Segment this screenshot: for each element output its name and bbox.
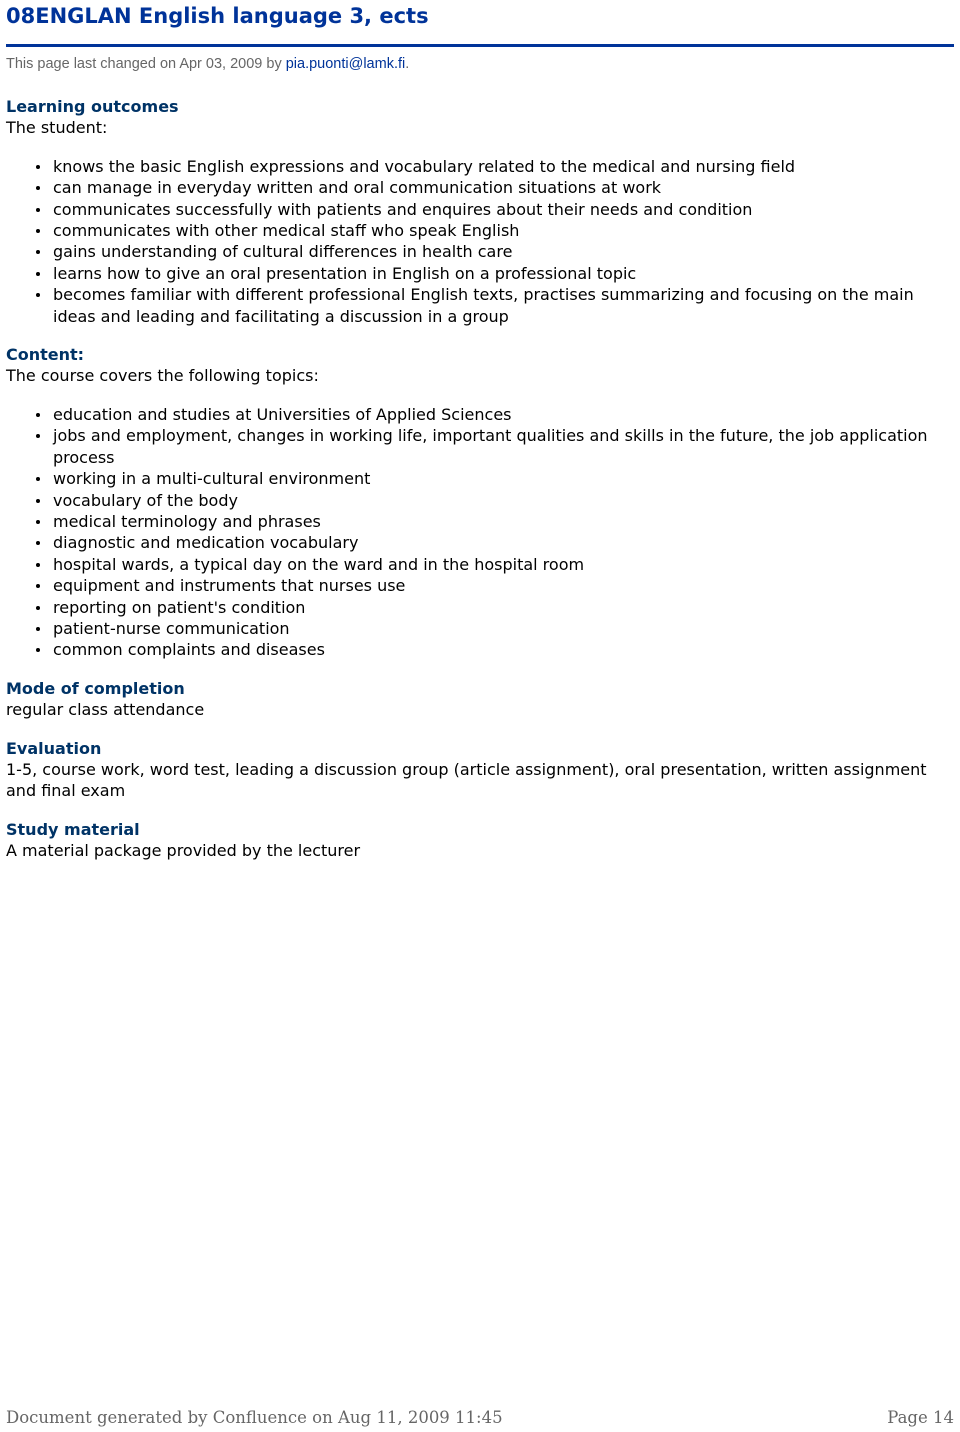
content-heading: Content: xyxy=(6,345,85,365)
page-title: 08ENGLAN English language 3, ects xyxy=(6,4,429,28)
list-item: can manage in everyday written and oral communication situations at work xyxy=(53,177,936,198)
page-meta xyxy=(6,54,409,74)
list-item: education and studies at Universities of Applied Sciences xyxy=(53,404,936,425)
list-item: knows the basic English expressions and vocabulary related to the medical and nursing field xyxy=(53,156,936,177)
list-item: working in a multi-cultural environment xyxy=(53,468,936,489)
last-changed-text: This page last changed on Apr 03, 2009 by xyxy=(6,56,286,72)
evaluation-text: 1-5, course work, word test, leading a discussion group (article assignment), oral presentation, written assignment and final exam xyxy=(6,759,927,801)
mode-of-completion-section xyxy=(6,678,936,721)
list-item: diagnostic and medication vocabulary xyxy=(53,532,936,553)
study-material-section xyxy=(6,819,936,862)
mode-of-completion-heading: Mode of completion xyxy=(6,678,185,698)
author-link[interactable]: pia.puonti@lamk.fi xyxy=(285,56,406,72)
list-item: equipment and instruments that nurses use xyxy=(53,575,936,596)
list-item: common complaints and diseases xyxy=(53,639,936,660)
mode-of-completion-text: regular class attendance xyxy=(6,700,205,720)
list-item: vocabulary of the body xyxy=(53,490,936,511)
list-item: reporting on patient's condition xyxy=(53,597,936,618)
study-material-text: A material package provided by the lecturer xyxy=(6,841,361,861)
section-spacer xyxy=(6,721,936,738)
content-topics-list xyxy=(6,404,936,661)
list-item: communicates successfully with patients and enquires about their needs and condition xyxy=(53,199,936,220)
learning-outcomes-list xyxy=(6,156,936,327)
section-spacer xyxy=(6,802,936,819)
content-section xyxy=(6,344,936,661)
footer-generated: Document generated by Confluence on Aug 11, 2009 11:45 xyxy=(6,1408,503,1427)
content-intro: The course covers the following topics: xyxy=(6,366,319,386)
list-item: hospital wards, a typical day on the ward and in the hospital room xyxy=(53,554,936,575)
last-changed-suffix: . xyxy=(405,56,410,72)
list-item: learns how to give an oral presentation in English on a professional topic xyxy=(53,263,936,284)
learning-outcomes-section xyxy=(6,96,936,327)
list-item: jobs and employment, changes in working life, important qualities and skills in the future, the job application process xyxy=(53,425,936,468)
page-content xyxy=(6,96,936,862)
study-material-heading: Study material xyxy=(6,819,140,839)
learning-outcomes-heading: Learning outcomes xyxy=(6,97,179,116)
list-item: gains understanding of cultural differences in health care xyxy=(53,241,936,262)
list-item: communicates with other medical staff who speak English xyxy=(53,220,936,241)
list-item: becomes familiar with different professional English texts, practises summarizing and focusing on the main ideas and leading and facilitating a discussion in a group xyxy=(53,284,936,327)
evaluation-heading: Evaluation xyxy=(6,738,102,758)
learning-outcomes-intro: The student: xyxy=(6,118,108,138)
evaluation-section xyxy=(6,738,936,802)
list-item: medical terminology and phrases xyxy=(53,511,936,532)
list-item: patient-nurse communication xyxy=(53,618,936,639)
title-divider xyxy=(6,44,954,47)
footer-page-number: Page 14 xyxy=(887,1408,954,1427)
